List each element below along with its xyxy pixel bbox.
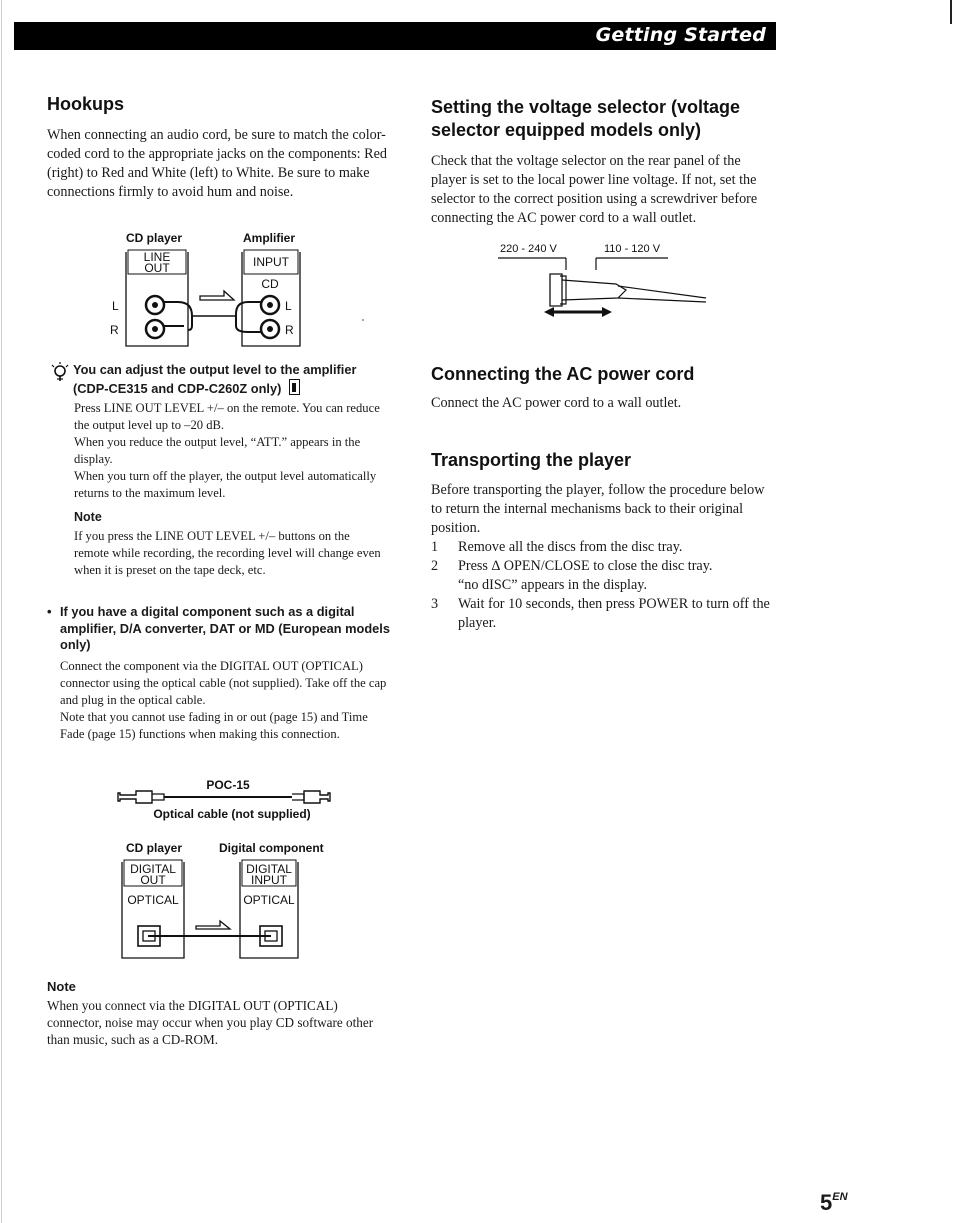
step-text: Remove all the discs from the disc tray. (458, 539, 683, 555)
step-number: 3 (431, 596, 439, 612)
bullet-icon: • (47, 604, 52, 619)
optical-out-label: OPTICAL (127, 893, 179, 907)
cd-input-label: CD (261, 277, 279, 291)
audio-hookup-diagram (108, 230, 368, 352)
note1-title: Note (74, 510, 102, 524)
step-text: Wait for 10 seconds, then press POWER to turn off the player. (458, 596, 770, 631)
tip-line-1: Press LINE OUT LEVEL +/– on the remote. You can reduce the output level up to –20 dB. (74, 401, 380, 432)
page-number-digit: 5 (820, 1190, 833, 1215)
voltage-selector-diagram (496, 240, 716, 324)
voltage-heading: Setting the voltage selector (voltage selector equipped models only) (431, 97, 741, 140)
line-out-label-bottom: OUT (144, 261, 170, 275)
digital-out-label-bottom: OUT (140, 873, 166, 887)
digital-input-label-bottom: INPUT (251, 873, 287, 887)
line-out-label-top: LINE (143, 250, 171, 264)
hookups-paragraph: When connecting an audio cord, be sure to match the color-coded cord to the appropriate jacks on the components: Red (right) to Red and White (left) to White. Be sure to make connections firmly to avoid hum and noise. (47, 127, 388, 200)
section-header-bar (14, 22, 776, 50)
page-edge-mark (950, 0, 952, 24)
digital-cd-player-label: CD player (126, 841, 183, 855)
note2-text: When you connect via the DIGITAL OUT (OPTICAL) connector, noise may occur when you play CD software other than music, such as a CD-ROM. (47, 998, 374, 1047)
optical-cable-caption: Optical cable (not supplied) (153, 807, 311, 821)
page-number-suffix: EN (832, 1191, 848, 1203)
step-item (431, 538, 776, 557)
remote-icon (289, 379, 300, 395)
cable-model-label: POC-15 (206, 778, 250, 792)
voltage-label-220: 220 - 240 V (500, 243, 557, 255)
step-text: Press ∆ OPEN/CLOSE to close the disc tray. (458, 558, 713, 574)
amp-right-label: R (285, 323, 294, 337)
right-channel-label: R (110, 323, 119, 337)
digital-paragraph-2: Note that you cannot use fading in or out (page 15) and Time Fade (page 15) functions when making this connection. (60, 709, 368, 741)
transport-heading: Transporting the player (431, 450, 632, 470)
ac-cord-paragraph: Connect the AC power cord to a wall outlet. (431, 395, 682, 411)
tip-bulb-icon (50, 362, 70, 382)
voltage-paragraph: Check that the voltage selector on the rear panel of the player is set to the local power line voltage. If not, set the selector to the correct position using a screwdriver before connecting the AC power cord to a wall outlet. (431, 153, 758, 226)
digital-section (47, 604, 392, 743)
note2-section (47, 979, 392, 1048)
ac-cord-section (431, 364, 771, 413)
transport-paragraph: Before transporting the player, follow the procedure below to return the internal mechanisms back to their original position. (431, 482, 765, 536)
voltage-label-110: 110 - 120 V (604, 243, 661, 255)
digital-paragraph-1: Connect the component via the DIGITAL OUT (OPTICAL) connector using the optical cable (not supplied). Take off the cap and plug in the optical cable. (60, 658, 387, 707)
input-label: INPUT (253, 255, 289, 269)
ac-cord-heading: Connecting the AC power cord (431, 364, 695, 384)
tip-line-2: When you reduce the output level, “ATT.” appears in the display. (74, 435, 361, 466)
cd-player-label: CD player (126, 231, 183, 245)
step-subtext: “no dISC” appears in the display. (458, 577, 647, 593)
section-title: Getting Started (595, 24, 766, 46)
step-number: 1 (431, 539, 439, 555)
page-edge-line (1, 0, 2, 1223)
voltage-section (431, 96, 771, 228)
amplifier-label: Amplifier (243, 231, 296, 245)
tip-title (73, 362, 395, 397)
page-number (820, 1190, 848, 1216)
transport-steps (431, 538, 776, 633)
left-channel-label: L (112, 299, 119, 313)
hookups-section (47, 94, 387, 202)
tip-section (50, 362, 395, 579)
optical-in-label: OPTICAL (243, 893, 295, 907)
hookups-heading: Hookups (47, 94, 125, 114)
digital-hookup-diagram (108, 838, 338, 960)
amp-left-label: L (285, 299, 292, 313)
digital-out-label-top: DIGITAL (130, 862, 176, 876)
note2-title: Note (47, 979, 76, 994)
tip-line-3: When you turn off the player, the output level automatically returns to the maximum level. (74, 469, 377, 500)
transport-section (431, 450, 776, 633)
step-item (431, 595, 776, 633)
optical-cable-diagram (108, 773, 348, 823)
digital-bullet-title: If you have a digital component such as a digital amplifier, D/A converter, DAT or MD (European models only) (60, 604, 390, 652)
note1-text: If you press the LINE OUT LEVEL +/– buttons on the remote while recording, the recording level will change even when it is preset on the tape deck, etc. (74, 529, 381, 577)
step-item (431, 557, 776, 595)
digital-component-label: Digital component (219, 841, 324, 855)
step-number: 2 (431, 558, 439, 574)
tip-title-text: You can adjust the output level to the amplifier (CDP-CE315 and CDP-C260Z only) (73, 362, 357, 396)
digital-input-label-top: DIGITAL (246, 862, 292, 876)
